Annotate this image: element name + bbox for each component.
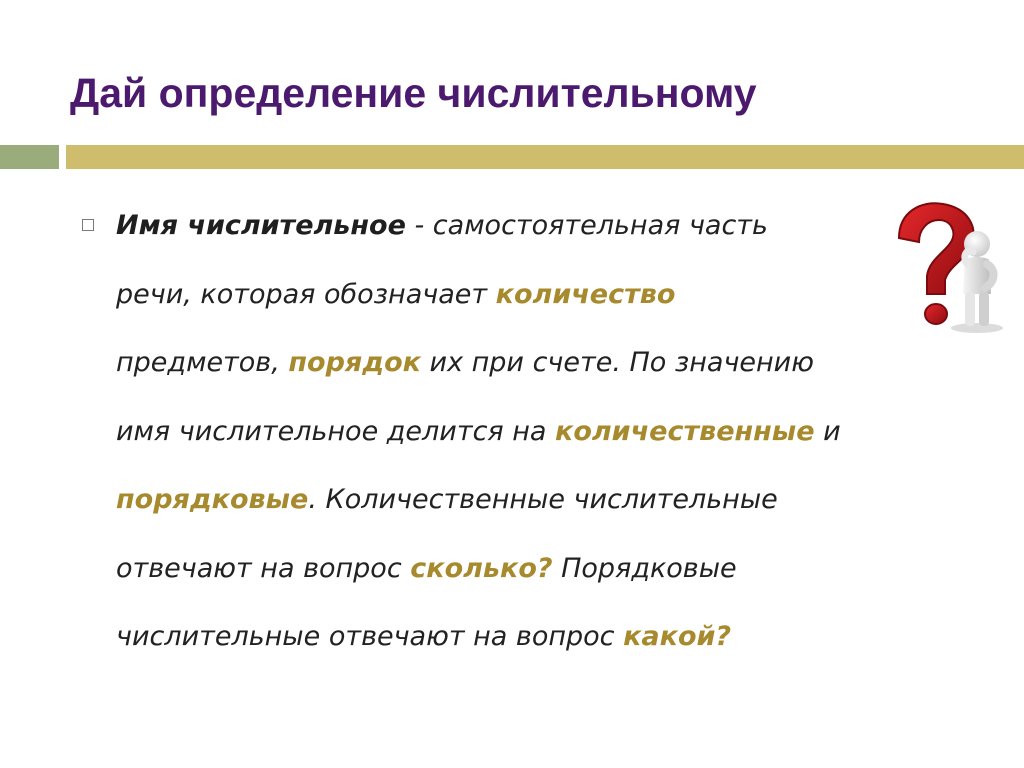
title-underline-left: [0, 145, 59, 169]
text-segment: и: [814, 415, 841, 447]
text-segment: числительные отвечают на вопрос: [116, 621, 624, 652]
definition-line-4: [116, 398, 996, 467]
definition-line-2: [116, 261, 996, 330]
definition-line-5: [116, 466, 996, 535]
text-segment: - самостоятельная часть: [405, 210, 768, 241]
text-segment: предметов,: [116, 347, 289, 378]
question-mark-figure-icon: [865, 190, 1024, 342]
text-segment: Порядковые: [552, 552, 737, 584]
highlight-question-how-many: сколько?: [410, 552, 553, 584]
slide-title: Дай определение числительному: [70, 70, 757, 116]
text-segment: речи, которая обозначает: [116, 278, 496, 310]
definition-paragraph: [116, 192, 996, 672]
highlight-question-which: какой?: [623, 621, 732, 652]
definition-line-3: [116, 329, 996, 398]
text-segment: имя числительное делится на: [116, 415, 556, 447]
highlight-ordinal: порядковые: [116, 484, 309, 515]
text-segment: . Количественные числительные: [308, 484, 778, 515]
square-bullet-icon: [82, 219, 94, 231]
highlight-quantity: количество: [495, 278, 676, 310]
text-segment: отвечают на вопрос: [116, 552, 411, 584]
text-segment: их при счете. По значению: [420, 347, 814, 378]
highlight-order: порядок: [288, 347, 421, 378]
definition-line-6: [116, 535, 996, 604]
definition-line-7: [116, 603, 996, 672]
title-underline-right: [66, 145, 1024, 169]
term-name: Имя числительное: [116, 210, 406, 241]
highlight-cardinal: количественные: [555, 415, 815, 447]
definition-line-1: [116, 192, 996, 261]
